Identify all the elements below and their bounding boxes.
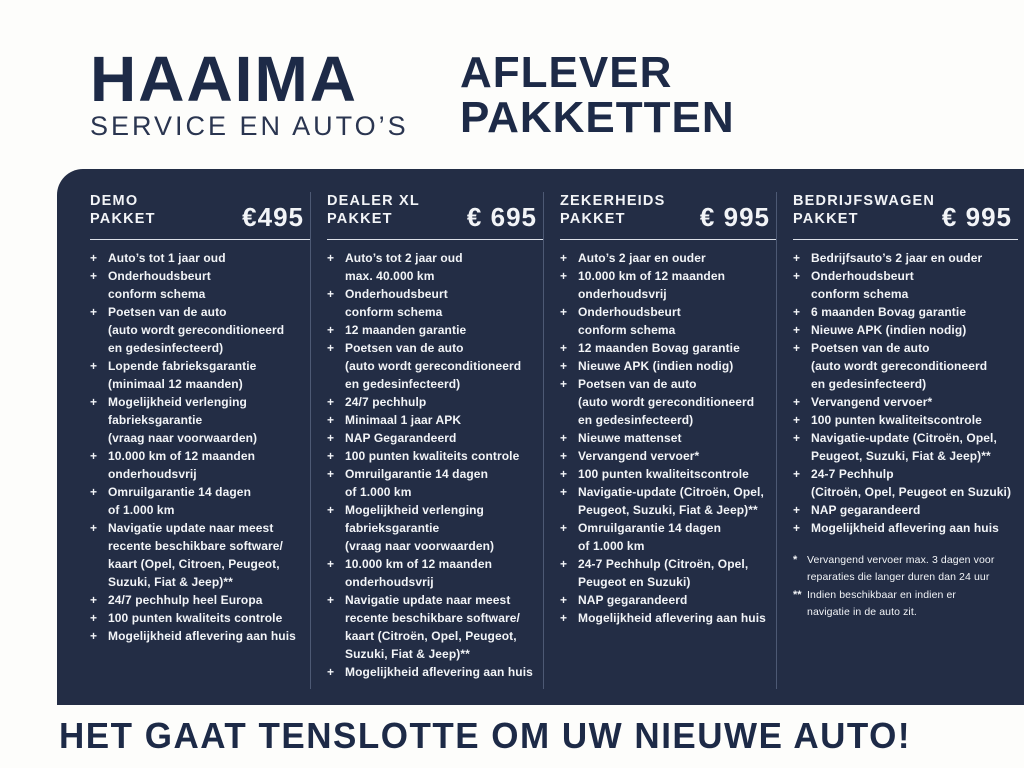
feature-item <box>327 447 543 465</box>
plus-bullet-icon: + <box>327 431 335 445</box>
package-name-line: PAKKET <box>560 211 626 227</box>
feature-item <box>90 591 310 609</box>
plus-bullet-icon: + <box>560 359 568 373</box>
feature-text <box>578 483 776 519</box>
feature-text-line: fabrieksgarantie <box>345 521 440 535</box>
feature-text <box>108 393 310 447</box>
package-price: € 995 <box>699 202 770 232</box>
feature-text <box>345 465 543 501</box>
feature-text-line: kaart (Citroën, Opel, Peugeot, <box>345 629 517 643</box>
feature-item <box>327 591 543 663</box>
feature-text <box>811 501 1018 519</box>
feature-text-line: Mogelijkheid verlenging <box>108 395 247 409</box>
plus-bullet-icon: + <box>793 323 801 337</box>
plus-bullet-icon: + <box>560 305 568 319</box>
feature-text <box>108 591 310 609</box>
feature-text-line: conform schema <box>345 305 443 319</box>
feature-text-line: fabrieksgarantie <box>108 413 203 427</box>
feature-text-line: Poetsen van de auto <box>811 341 930 355</box>
footnote-marker: ** <box>793 589 802 601</box>
package-feature-list <box>560 249 776 627</box>
feature-item <box>90 303 310 357</box>
plus-bullet-icon: + <box>327 557 335 571</box>
feature-text <box>345 339 543 393</box>
feature-text-line: conform schema <box>811 287 909 301</box>
plus-bullet-icon: + <box>327 665 335 679</box>
feature-item <box>327 411 543 429</box>
feature-text-line: Suzuki, Fiat & Jeep)** <box>108 575 233 589</box>
feature-text-line: kaart (Opel, Citroen, Peugeot, <box>108 557 280 571</box>
feature-item <box>327 393 543 411</box>
feature-item <box>560 249 776 267</box>
feature-text-line: en gedesinfecteerd) <box>108 341 224 355</box>
package-feature-list <box>327 249 543 681</box>
feature-text-line: Onderhoudsbeurt <box>108 269 211 283</box>
brand-name: HAAIMA <box>90 43 358 115</box>
feature-item <box>327 339 543 393</box>
feature-text-line: Onderhoudsbeurt <box>811 269 914 283</box>
feature-text-line: (auto wordt gereconditioneerd <box>578 395 755 409</box>
feature-text-line: Peugeot en Suzuki) <box>578 575 691 589</box>
tagline: HET GAAT TENSLOTTE OM UW NIEUWE AUTO! <box>59 716 912 757</box>
plus-bullet-icon: + <box>327 467 335 481</box>
feature-item <box>90 627 310 645</box>
plus-bullet-icon: + <box>90 485 98 499</box>
feature-text-line: onderhoudsvrij <box>578 287 667 301</box>
feature-text-line: 100 punten kwaliteits controle <box>345 449 520 463</box>
feature-item <box>327 249 543 285</box>
plus-bullet-icon: + <box>327 449 335 463</box>
feature-text-line: 10.000 km of 12 maanden <box>345 557 493 571</box>
feature-text-line: Omruilgarantie 14 dagen <box>108 485 252 499</box>
feature-text-line: Navigatie update naar meest <box>345 593 511 607</box>
feature-text-line: en gedesinfecteerd) <box>811 377 927 391</box>
feature-text-line: onderhoudsvrij <box>108 467 197 481</box>
feature-item <box>560 483 776 519</box>
feature-text-line: Poetsen van de auto <box>108 305 227 319</box>
plus-bullet-icon: + <box>90 305 98 319</box>
feature-text <box>578 519 776 555</box>
feature-item <box>560 375 776 429</box>
feature-text <box>578 339 776 357</box>
plus-bullet-icon: + <box>90 395 98 409</box>
feature-text-line: Omruilgarantie 14 dagen <box>345 467 489 481</box>
feature-item <box>90 393 310 447</box>
feature-text-line: 12 maanden garantie <box>345 323 467 337</box>
feature-item <box>793 339 1018 393</box>
footnote <box>793 552 1018 585</box>
page-title-line2: PAKKETTEN <box>460 93 735 142</box>
feature-text <box>108 519 310 591</box>
feature-item <box>90 519 310 591</box>
footnotes <box>793 552 1018 620</box>
feature-item <box>90 249 310 267</box>
feature-text-line: Poetsen van de auto <box>578 377 697 391</box>
package-feature-list <box>793 249 1018 537</box>
feature-text-line: (auto wordt gereconditioneerd <box>811 359 988 373</box>
plus-bullet-icon: + <box>90 593 98 607</box>
feature-text-line: onderhoudsvrij <box>345 575 434 589</box>
plus-bullet-icon: + <box>560 467 568 481</box>
feature-text <box>811 429 1018 465</box>
footnote <box>793 587 1018 620</box>
feature-item <box>560 465 776 483</box>
feature-text-line: conform schema <box>578 323 676 337</box>
plus-bullet-icon: + <box>793 413 801 427</box>
feature-text-line: Mogelijkheid aflevering aan huis <box>811 521 999 535</box>
feature-text-line: of 1.000 km <box>108 503 175 517</box>
footnote-text-line: navigatie in de auto zit. <box>807 605 917 618</box>
feature-text-line: Minimaal 1 jaar APK <box>345 413 462 427</box>
feature-text-line: recente beschikbare software/ <box>345 611 520 625</box>
feature-text <box>108 483 310 519</box>
feature-text-line: Onderhoudsbeurt <box>578 305 681 319</box>
feature-item <box>560 303 776 339</box>
package-columns <box>57 169 1024 705</box>
feature-item <box>90 357 310 393</box>
feature-text-line: Lopende fabrieksgarantie <box>108 359 257 373</box>
brand-subtitle: SERVICE EN AUTO’S <box>90 111 409 141</box>
feature-text-line: 24-7 Pechhulp (Citroën, Opel, <box>578 557 749 571</box>
plus-bullet-icon: + <box>793 431 801 445</box>
feature-text <box>811 411 1018 429</box>
feature-text-line: Navigatie-update (Citroën, Opel, <box>578 485 764 499</box>
feature-text-line: of 1.000 km <box>345 485 412 499</box>
feature-item <box>327 285 543 321</box>
package-header <box>560 192 776 240</box>
package-feature-list <box>90 249 310 645</box>
feature-text-line: Poetsen van de auto <box>345 341 464 355</box>
plus-bullet-icon: + <box>560 611 568 625</box>
feature-item <box>90 447 310 483</box>
plus-bullet-icon: + <box>793 467 801 481</box>
feature-text-line: 24/7 pechhulp heel Europa <box>108 593 263 607</box>
feature-text-line: en gedesinfecteerd) <box>578 413 694 427</box>
package-name-line: DEALER XL <box>327 193 420 209</box>
feature-text-line: Vervangend vervoer* <box>578 449 700 463</box>
feature-item <box>560 555 776 591</box>
feature-text <box>811 393 1018 411</box>
plus-bullet-icon: + <box>327 341 335 355</box>
feature-text <box>108 447 310 483</box>
footnote-text-line: Vervangend vervoer max. 3 dagen voor <box>807 554 995 566</box>
feature-item <box>327 465 543 501</box>
package-header <box>90 192 310 240</box>
feature-item <box>560 591 776 609</box>
plus-bullet-icon: + <box>560 485 568 499</box>
feature-item <box>327 555 543 591</box>
feature-text <box>578 429 776 447</box>
footnote-marker: * <box>793 554 798 566</box>
feature-text-line: Navigatie update naar meest <box>108 521 274 535</box>
feature-text <box>578 357 776 375</box>
feature-text-line: NAP gegarandeerd <box>578 593 688 607</box>
package-name-line: BEDRIJFSWAGEN <box>793 193 936 209</box>
feature-text <box>578 447 776 465</box>
plus-bullet-icon: + <box>327 395 335 409</box>
feature-text-line: Mogelijkheid verlenging <box>345 503 484 517</box>
feature-text <box>108 267 310 303</box>
header <box>0 0 1024 169</box>
package-name <box>560 192 665 228</box>
plus-bullet-icon: + <box>560 593 568 607</box>
package-price: €495 <box>242 202 304 232</box>
feature-text <box>578 609 776 627</box>
feature-text-line: Suzuki, Fiat & Jeep)** <box>345 647 470 661</box>
feature-text-line: Auto’s tot 1 jaar oud <box>108 251 226 265</box>
feature-text-line: (Citroën, Opel, Peugeot en Suzuki) <box>811 485 1012 499</box>
feature-item <box>560 339 776 357</box>
plus-bullet-icon: + <box>90 449 98 463</box>
feature-text <box>578 555 776 591</box>
plus-bullet-icon: + <box>327 287 335 301</box>
feature-text <box>578 303 776 339</box>
feature-text <box>108 249 310 267</box>
feature-text <box>811 519 1018 537</box>
feature-item <box>90 267 310 303</box>
feature-text-line: 10.000 km of 12 maanden <box>108 449 256 463</box>
feature-text <box>578 267 776 303</box>
feature-text <box>345 555 543 591</box>
feature-item <box>793 267 1018 303</box>
feature-text-line: (vraag naar voorwaarden) <box>108 431 258 445</box>
feature-item <box>793 501 1018 519</box>
brand-logo <box>90 43 409 142</box>
plus-bullet-icon: + <box>90 611 98 625</box>
feature-item <box>793 303 1018 321</box>
plus-bullet-icon: + <box>793 341 801 355</box>
feature-text <box>578 375 776 429</box>
feature-text <box>811 339 1018 393</box>
feature-text-line: recente beschikbare software/ <box>108 539 283 553</box>
feature-text-line: of 1.000 km <box>578 539 645 553</box>
plus-bullet-icon: + <box>793 251 801 265</box>
feature-item <box>793 519 1018 537</box>
package-column <box>310 192 543 689</box>
feature-text-line: 12 maanden Bovag garantie <box>578 341 740 355</box>
feature-item <box>90 483 310 519</box>
feature-text-line: Nieuwe APK (indien nodig) <box>578 359 734 373</box>
package-column <box>90 192 310 689</box>
feature-item <box>560 267 776 303</box>
feature-text-line: 100 punten kwaliteits controle <box>108 611 283 625</box>
feature-item <box>560 357 776 375</box>
feature-text-line: (auto wordt gereconditioneerd <box>345 359 522 373</box>
feature-text-line: Peugeot, Suzuki, Fiat & Jeep)** <box>578 503 758 517</box>
feature-text-line: en gedesinfecteerd) <box>345 377 461 391</box>
feature-text <box>811 303 1018 321</box>
plus-bullet-icon: + <box>327 413 335 427</box>
feature-item <box>327 663 543 681</box>
feature-text <box>345 393 543 411</box>
plus-bullet-icon: + <box>793 305 801 319</box>
packages-panel <box>57 169 1024 705</box>
feature-text-line: Mogelijkheid aflevering aan huis <box>108 629 296 643</box>
footnote-text-line: reparaties die langer duren dan 24 uur <box>807 570 990 583</box>
feature-text <box>108 609 310 627</box>
feature-item <box>793 393 1018 411</box>
plus-bullet-icon: + <box>560 341 568 355</box>
feature-text-line: Mogelijkheid aflevering aan huis <box>578 611 766 625</box>
plus-bullet-icon: + <box>327 251 335 265</box>
plus-bullet-icon: + <box>327 593 335 607</box>
footnote-text <box>807 552 994 585</box>
feature-text <box>578 465 776 483</box>
package-header <box>793 192 1018 240</box>
feature-text <box>345 591 543 663</box>
feature-text <box>811 321 1018 339</box>
feature-text-line: Vervangend vervoer* <box>811 395 933 409</box>
feature-text <box>811 267 1018 303</box>
plus-bullet-icon: + <box>560 521 568 535</box>
feature-text-line: 100 punten kwaliteitscontrole <box>811 413 982 427</box>
package-column <box>543 192 776 689</box>
feature-text <box>578 249 776 267</box>
feature-text-line: 100 punten kwaliteitscontrole <box>578 467 749 481</box>
feature-text <box>345 663 543 681</box>
plus-bullet-icon: + <box>327 323 335 337</box>
plus-bullet-icon: + <box>560 377 568 391</box>
package-name-line: DEMO <box>90 193 139 209</box>
feature-item <box>327 501 543 555</box>
plus-bullet-icon: + <box>90 269 98 283</box>
feature-text <box>108 627 310 645</box>
feature-text <box>345 321 543 339</box>
plus-bullet-icon: + <box>90 359 98 373</box>
feature-text-line: Mogelijkheid aflevering aan huis <box>345 665 533 679</box>
feature-text <box>345 447 543 465</box>
feature-text-line: 10.000 km of 12 maanden <box>578 269 726 283</box>
plus-bullet-icon: + <box>560 269 568 283</box>
feature-item <box>560 447 776 465</box>
feature-item <box>793 411 1018 429</box>
package-name-line: PAKKET <box>90 211 156 227</box>
feature-text <box>345 249 543 285</box>
page-title <box>460 50 735 140</box>
feature-text <box>811 249 1018 267</box>
feature-item <box>327 321 543 339</box>
package-price: € 995 <box>941 202 1012 232</box>
footnote-text-line: Indien beschikbaar en indien er <box>807 589 957 601</box>
plus-bullet-icon: + <box>560 431 568 445</box>
feature-item <box>793 249 1018 267</box>
feature-text-line: Auto’s 2 jaar en ouder <box>578 251 706 265</box>
package-name <box>793 192 935 228</box>
feature-text-line: Peugeot, Suzuki, Fiat & Jeep)** <box>811 449 991 463</box>
feature-text-line: (minimaal 12 maanden) <box>108 377 243 391</box>
feature-text <box>345 501 543 555</box>
feature-item <box>560 519 776 555</box>
plus-bullet-icon: + <box>90 629 98 643</box>
feature-text-line: Auto’s tot 2 jaar oud <box>345 251 463 265</box>
package-name-line: ZEKERHEIDS <box>560 193 666 209</box>
feature-text-line: 24/7 pechhulp <box>345 395 427 409</box>
package-name-line: PAKKET <box>793 211 859 227</box>
feature-text <box>108 303 310 357</box>
feature-text-line: Bedrijfsauto’s 2 jaar en ouder <box>811 251 983 265</box>
plus-bullet-icon: + <box>560 449 568 463</box>
plus-bullet-icon: + <box>90 251 98 265</box>
package-name-line: PAKKET <box>327 211 393 227</box>
plus-bullet-icon: + <box>560 251 568 265</box>
plus-bullet-icon: + <box>90 521 98 535</box>
feature-text <box>578 591 776 609</box>
feature-text-line: 6 maanden Bovag garantie <box>811 305 967 319</box>
feature-text-line: (vraag naar voorwaarden) <box>345 539 495 553</box>
package-column <box>776 192 1018 689</box>
feature-item <box>560 609 776 627</box>
feature-text-line: max. 40.000 km <box>345 269 435 283</box>
plus-bullet-icon: + <box>327 503 335 517</box>
package-price: € 695 <box>466 202 537 232</box>
feature-item <box>327 429 543 447</box>
feature-item <box>90 609 310 627</box>
feature-text-line: Omruilgarantie 14 dagen <box>578 521 722 535</box>
feature-text-line: conform schema <box>108 287 206 301</box>
feature-item <box>560 429 776 447</box>
plus-bullet-icon: + <box>793 521 801 535</box>
feature-text <box>345 429 543 447</box>
feature-text-line: (auto wordt gereconditioneerd <box>108 323 285 337</box>
plus-bullet-icon: + <box>793 269 801 283</box>
feature-text <box>811 465 1018 501</box>
feature-text-line: Nieuwe APK (indien nodig) <box>811 323 967 337</box>
package-header <box>327 192 543 240</box>
feature-text-line: Onderhoudsbeurt <box>345 287 448 301</box>
feature-text <box>345 285 543 321</box>
feature-item <box>793 429 1018 465</box>
feature-item <box>793 465 1018 501</box>
feature-text-line: NAP gegarandeerd <box>811 503 921 517</box>
feature-text <box>345 411 543 429</box>
feature-text-line: NAP Gegarandeerd <box>345 431 457 445</box>
plus-bullet-icon: + <box>793 395 801 409</box>
plus-bullet-icon: + <box>560 557 568 571</box>
page-title-line1: AFLEVER <box>460 48 673 97</box>
package-name <box>90 192 156 228</box>
feature-text-line: Navigatie-update (Citroën, Opel, <box>811 431 997 445</box>
footnote-text <box>807 587 956 620</box>
feature-item <box>793 321 1018 339</box>
package-name <box>327 192 420 228</box>
feature-text <box>108 357 310 393</box>
plus-bullet-icon: + <box>793 503 801 517</box>
feature-text-line: 24-7 Pechhulp <box>811 467 894 481</box>
feature-text-line: Nieuwe mattenset <box>578 431 682 445</box>
